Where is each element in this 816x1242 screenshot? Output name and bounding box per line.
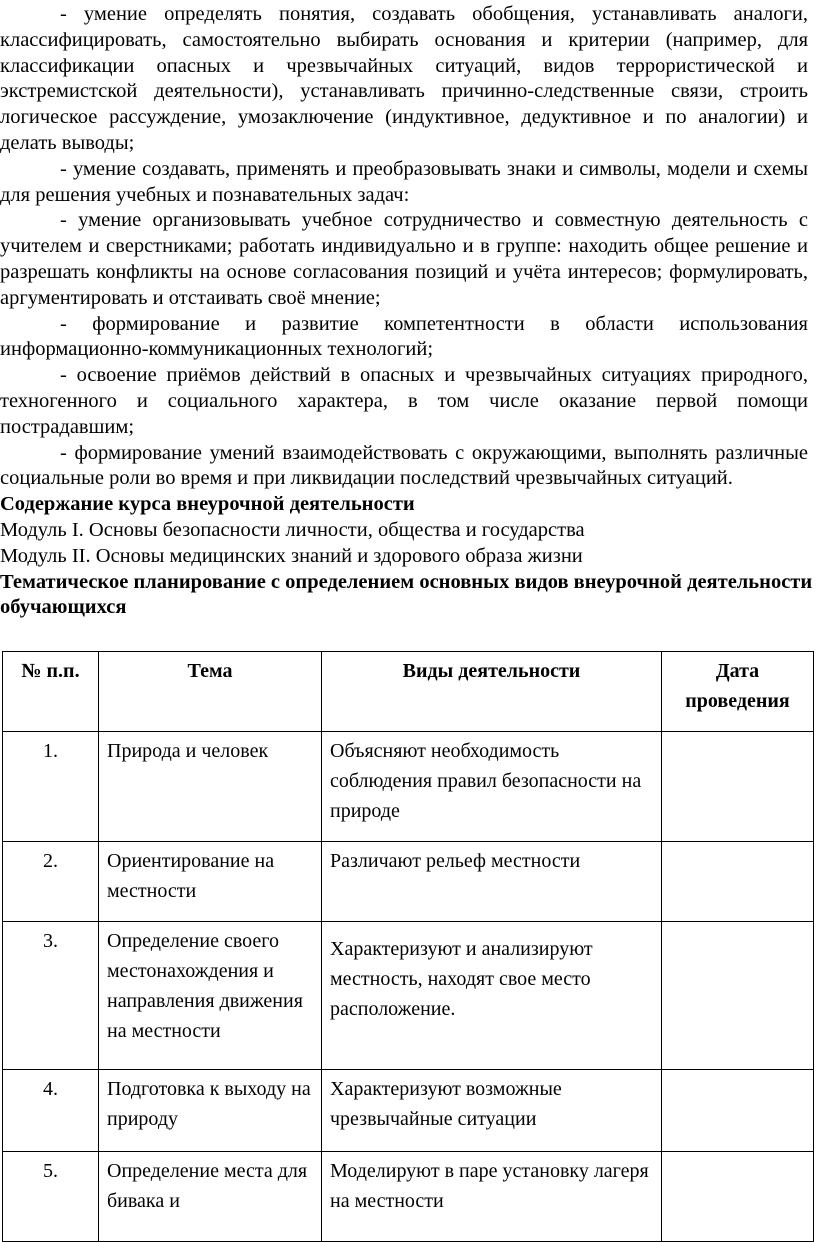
planning-heading: Тематическое планирование с определением основных видов внеурочной деятельности обучающихся [0,570,813,619]
row-date [662,842,814,922]
planning-table [2,651,814,1242]
row-topic: Определение места для бивака и [99,1152,322,1242]
row-number: 1. [3,732,99,842]
row-date [662,732,814,842]
row-number: 4. [3,1070,99,1152]
row-activity: Моделируют в паре установку лагеря на местности [322,1152,662,1242]
row-activity: Объясняют необходимость соблюдения правил безопасности на природе [322,732,662,842]
row-date [662,1152,814,1242]
row-topic: Определение своего местонахождения и направления движения на местности [99,922,322,1070]
row-number: 2. [3,842,99,922]
table-row [3,1070,814,1152]
paragraph-ict: - формирование и развитие компетентности в области использования информационно-коммуникационных технологий; [0,312,808,361]
module-2: Модуль II. Основы медицинских знаний и здорового образа жизни [0,544,583,567]
row-topic: Ориентирование на местности [99,842,322,922]
row-date [662,1070,814,1152]
paragraph-social-roles: - формирование умений взаимодействовать с окружающими, выполнять различные социальные роли во время и при ликвидации последствий чрезвычайных ситуаций. [0,441,808,490]
header-activity: Виды деятельности [322,652,662,732]
header-number: № п.п. [3,652,99,732]
paragraph-concepts: - умение определять понятия, создавать обобщения, устанавливать аналоги, классифицировать, самостоятельно выбирать основания и критерии (например, для классификации опасных и чрезвычайных ситуаций, видов террористической и экстремистской деятельности), устанавливать причинно-следственные связи, строить логическое рассуждение, умозаключение (индуктивное, дедуктивное и по аналогии) и делать выводы; [0,3,808,154]
row-date [662,922,814,1070]
row-activity: Характеризуют и анализируют местность, находят свое место расположение. [322,922,662,1070]
paragraph-symbols: - умение создавать, применять и преобразовывать знаки и символы, модели и схемы для решения учебных и познавательных задач: [0,157,808,206]
paragraph-cooperation: - умение организовывать учебное сотрудничество и совместную деятельность с учителем и сверстниками; работать индивидуально и в группе: находить общее решение и разрешать конфликты на основе согласования позиций и учёта интересов; формулировать, аргументировать и отстаивать своё мнение; [0,209,808,309]
table-header-row [3,652,814,732]
row-number: 5. [3,1152,99,1242]
header-date: Дата проведения [662,652,814,732]
table-row [3,1152,814,1242]
row-topic: Подготовка к выходу на природу [99,1070,322,1152]
row-number: 3. [3,922,99,1070]
row-activity: Характеризуют возможные чрезвычайные ситуации [322,1070,662,1152]
paragraph-emergency: - освоение приёмов действий в опасных и чрезвычайных ситуациях природного, техногенного и социального характера, в том числе оказание первой помощи пострадавшим; [0,364,808,438]
table-row [3,732,814,842]
table-row [3,842,814,922]
row-activity: Различают рельеф местности [322,842,662,922]
table-row [3,922,814,1070]
content-heading: Содержание курса внеурочной деятельности [0,493,415,516]
header-topic: Тема [99,652,322,732]
module-1: Модуль I. Основы безопасности личности, общества и государства [0,518,585,541]
row-topic: Природа и человек [99,732,322,842]
